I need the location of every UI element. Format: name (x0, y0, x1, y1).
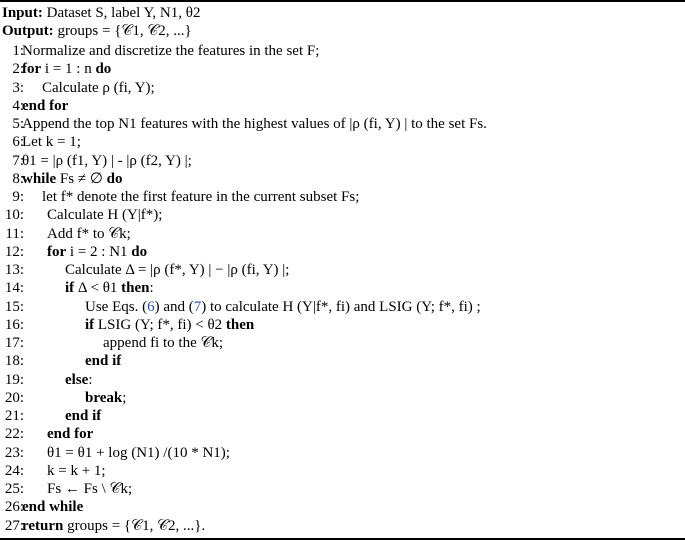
line-number: 22: (4, 426, 24, 443)
algorithm-line (0, 462, 681, 480)
line-text: Add f* to 𝒞k; (47, 225, 131, 242)
algorithm-line (0, 425, 681, 443)
input-line: Input: Dataset S, label Y, N1, θ2 (2, 5, 201, 21)
line-number: 1: (12, 43, 24, 59)
algorithm-line (0, 517, 681, 535)
line-number: 4: (12, 97, 24, 114)
line-text: Calculate ρ (fi, Y); (42, 79, 155, 96)
algorithm-line (0, 261, 681, 279)
line-number: 7: (12, 152, 24, 169)
line-text: for i = 1 : n do (22, 61, 112, 78)
line-text: Let k = 1; (22, 134, 81, 151)
line-number: 14: (4, 280, 24, 297)
algorithm-line (0, 498, 681, 516)
line-text: Normalize and discretize the features in the set F; (22, 43, 320, 59)
algorithm-line (0, 97, 681, 115)
line-text: end if (85, 353, 122, 370)
algorithm-line (0, 480, 681, 498)
algorithm-line (0, 243, 681, 261)
algorithm-line (0, 79, 681, 97)
line-number: 17: (4, 335, 24, 351)
algorithm-line (0, 298, 681, 316)
algorithm-line (0, 170, 681, 188)
line-number: 6: (12, 134, 24, 151)
algorithm-line (0, 206, 681, 224)
line-number: 8: (12, 170, 24, 187)
algorithm-line (0, 389, 681, 407)
line-text: end for (47, 426, 94, 443)
line-text: k = k + 1; (47, 462, 106, 479)
line-text: Fs ← Fs \ 𝒞k; (47, 481, 133, 497)
algorithm-line (0, 115, 681, 133)
line-number: 19: (4, 371, 24, 388)
line-text: end for (22, 97, 69, 114)
line-text: Use Eqs. (6) and (7) to calculate H (Y|f*, fi) and LSIG (Y; f*, fi) ; (85, 298, 481, 315)
algorithm-line (0, 444, 681, 462)
line-number: 5: (12, 116, 24, 132)
line-number: 10: (4, 207, 24, 224)
line-number: 11: (5, 225, 24, 242)
line-text: while Fs ≠ ∅ do (22, 170, 123, 187)
line-number: 13: (4, 262, 24, 278)
algorithm-line (0, 188, 681, 206)
line-text: else: (65, 371, 93, 388)
line-number: 21: (4, 408, 24, 424)
line-text: Calculate H (Y|f*); (47, 207, 163, 224)
algorithm-line (0, 225, 681, 243)
algorithm-line (0, 60, 681, 78)
line-number: 27: (4, 517, 24, 534)
line-text: let f* denote the first feature in the current subset Fs; (42, 189, 360, 205)
algorithm-line (0, 407, 681, 425)
line-number: 9: (12, 189, 24, 205)
line-text: if LSIG (Y; f*, fi) < θ2 then (85, 316, 255, 333)
line-text: append fi to the 𝒞k; (103, 335, 224, 351)
line-text: θ1 = |ρ (f1, Y) | - |ρ (f2, Y) |; (22, 152, 192, 169)
line-text: end if (65, 408, 102, 424)
line-text: return groups = {𝒞1, 𝒞2, ...}. (22, 517, 206, 534)
algorithm-line (0, 371, 681, 389)
line-number: 25: (4, 481, 24, 497)
line-number: 23: (4, 444, 24, 461)
line-number: 18: (4, 353, 24, 370)
line-text: if Δ < θ1 then: (65, 280, 154, 297)
algorithm-line (0, 42, 681, 60)
line-number: 15: (4, 298, 24, 315)
line-text: θ1 = θ1 + log (N1) /(10 * N1); (47, 444, 230, 461)
line-number: 20: (4, 389, 24, 406)
algorithm-line (0, 334, 681, 352)
algorithm-line (0, 352, 681, 370)
algorithm-line (0, 316, 681, 334)
line-text: Calculate Δ = |ρ (f*, Y) | − |ρ (fi, Y) |; (65, 262, 290, 278)
output-line: Output: groups = {𝒞1, 𝒞2, ...} (2, 23, 192, 39)
algorithm-output (0, 22, 681, 40)
line-number: 2: (12, 61, 24, 78)
line-text: Append the top N1 features with the highest values of |ρ (fi, Y) | to the set Fs. (22, 116, 487, 132)
algorithm-line (0, 279, 681, 297)
algorithm-input (0, 4, 681, 22)
line-number: 3: (12, 79, 24, 96)
line-text: break; (85, 389, 127, 406)
algorithm-line (0, 133, 681, 151)
line-number: 12: (4, 243, 24, 260)
line-number: 26: (4, 499, 24, 516)
line-number: 24: (4, 462, 24, 479)
line-number: 16: (4, 316, 24, 333)
algorithm-line (0, 152, 681, 170)
line-text: end while (22, 499, 84, 516)
line-text: for i = 2 : N1 do (47, 243, 148, 260)
top-rule (0, 0, 685, 2)
